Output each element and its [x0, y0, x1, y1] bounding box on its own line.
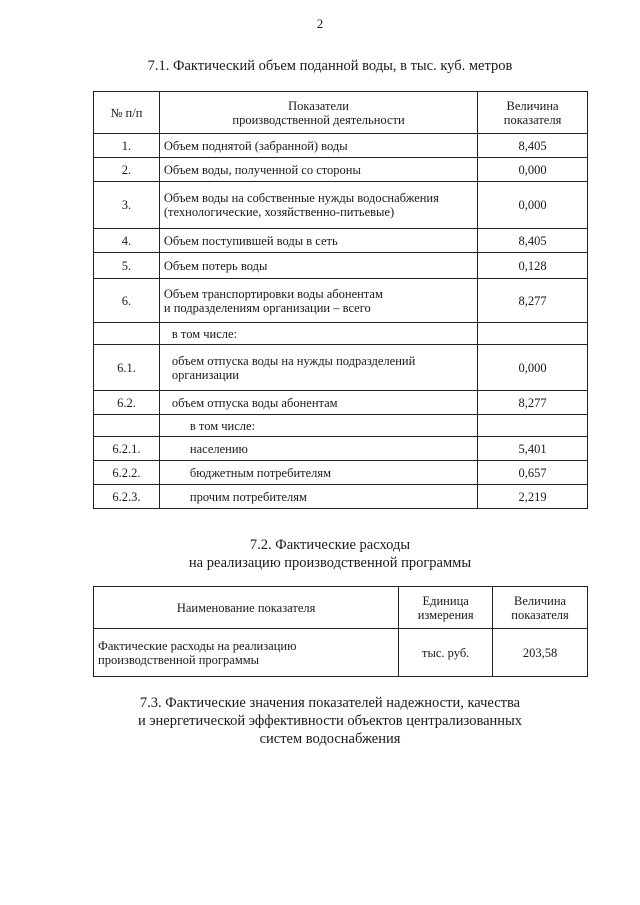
- row-label-line2: и подразделениям организации – всего: [163, 300, 371, 315]
- water-volume-table: [93, 91, 588, 509]
- expenses-table: [93, 586, 588, 677]
- row-num: 6.2.: [94, 391, 160, 415]
- header-unit-line2: измерения: [417, 607, 474, 622]
- row-label: [159, 279, 477, 323]
- row-label: объем отпуска воды абонентам: [159, 391, 477, 415]
- row-label-line2: (технологические, хозяйственно-питьевые): [163, 205, 395, 219]
- row-label-line1: Объем воды на собственные нужды водоснабжения: [163, 191, 439, 205]
- header-value-line2: показателя: [511, 607, 569, 622]
- row-value: 2,219: [478, 485, 588, 509]
- section-7-3-title-line1: 7.3. Фактические значения показателей надежности, качества: [139, 695, 521, 711]
- row-value: 8,277: [478, 279, 588, 323]
- row-num: 6.2.1.: [94, 437, 160, 461]
- row-label: населению: [159, 437, 477, 461]
- table-row: [94, 345, 588, 391]
- row-num: 3.: [94, 182, 160, 229]
- row-label: Объем поднятой (забранной) воды: [159, 134, 477, 158]
- section-7-2-title-line2: на реализацию производственной программы: [188, 555, 472, 571]
- section-7-3-title-line3: систем водоснабжения: [259, 731, 401, 747]
- row-value: 0,000: [478, 182, 588, 229]
- header-unit: [399, 587, 493, 629]
- row-label: в том числе:: [159, 415, 477, 437]
- row-value: 203,58: [493, 629, 588, 677]
- row-value: 8,405: [478, 134, 588, 158]
- row-num: 6.2.2.: [94, 461, 160, 485]
- header-indicator: [159, 92, 477, 134]
- header-indicator-line1: Показатели: [288, 98, 349, 113]
- row-num: 5.: [94, 253, 160, 279]
- row-label: прочим потребителям: [159, 485, 477, 509]
- table-row: [94, 182, 588, 229]
- row-unit: тыс. руб.: [399, 629, 493, 677]
- header-value-line1: Величина: [514, 593, 567, 608]
- row-value: 8,277: [478, 391, 588, 415]
- section-7-1-title: 7.1. Фактический объем поданной воды, в тыс. куб. метров: [147, 58, 513, 74]
- row-label-line1: объем отпуска воды на нужды подразделений: [171, 353, 416, 368]
- header-indicator-line2: производственной деятельности: [232, 112, 405, 127]
- section-7-2-title-line1: 7.2. Фактические расходы: [249, 537, 411, 553]
- row-num: 4.: [94, 229, 160, 253]
- header-value: [493, 587, 588, 629]
- row-num: [94, 323, 160, 345]
- table-row: [94, 279, 588, 323]
- table-row: [94, 391, 588, 415]
- table-row: [94, 229, 588, 253]
- row-name-line2: производственной программы: [98, 652, 260, 667]
- header-num: № п/п: [94, 92, 160, 134]
- header-value-line2: показателя: [503, 112, 562, 127]
- row-num: 6.: [94, 279, 160, 323]
- row-value: 5,401: [478, 437, 588, 461]
- header-name: Наименование показателя: [94, 587, 399, 629]
- row-label: бюджетным потребителям: [159, 461, 477, 485]
- table-row: [94, 461, 588, 485]
- row-value: 8,405: [478, 229, 588, 253]
- row-name: [94, 629, 399, 677]
- row-value: 0,000: [478, 345, 588, 391]
- header-value: [478, 92, 588, 134]
- table-header-row: [94, 587, 588, 629]
- row-num: 6.1.: [94, 345, 160, 391]
- header-value-line1: Величина: [506, 98, 559, 113]
- section-7-3-title: [80, 694, 580, 748]
- row-value: [478, 415, 588, 437]
- table-row: [94, 485, 588, 509]
- row-label-line1: Объем транспортировки воды абонентам: [163, 286, 383, 301]
- table-row: [94, 134, 588, 158]
- table-row: [94, 253, 588, 279]
- row-num: [94, 415, 160, 437]
- row-value: 0,128: [478, 253, 588, 279]
- row-label: [159, 345, 477, 391]
- row-num: 2.: [94, 158, 160, 182]
- row-num: 1.: [94, 134, 160, 158]
- table-row: [94, 158, 588, 182]
- table-header-row: [94, 92, 588, 134]
- table-row: [94, 629, 588, 677]
- row-num: 6.2.3.: [94, 485, 160, 509]
- row-name-line1: Фактические расходы на реализацию: [98, 638, 297, 653]
- row-value: 0,000: [478, 158, 588, 182]
- row-label: Объем воды, полученной со стороны: [159, 158, 477, 182]
- page-number: 2: [316, 16, 324, 31]
- row-label: в том числе:: [159, 323, 477, 345]
- row-value: [478, 323, 588, 345]
- section-7-2-title: [80, 536, 580, 572]
- row-label: Объем потерь воды: [159, 253, 477, 279]
- table-row: [94, 323, 588, 345]
- section-7-3-title-line2: и энергетической эффективности объектов централизованных: [137, 713, 523, 729]
- header-unit-line1: Единица: [422, 593, 469, 608]
- row-label: Объем поступившей воды в сеть: [159, 229, 477, 253]
- row-label: [159, 182, 477, 229]
- table-row: [94, 415, 588, 437]
- row-value: 0,657: [478, 461, 588, 485]
- row-label-line2: организации: [171, 367, 239, 382]
- table-row: [94, 437, 588, 461]
